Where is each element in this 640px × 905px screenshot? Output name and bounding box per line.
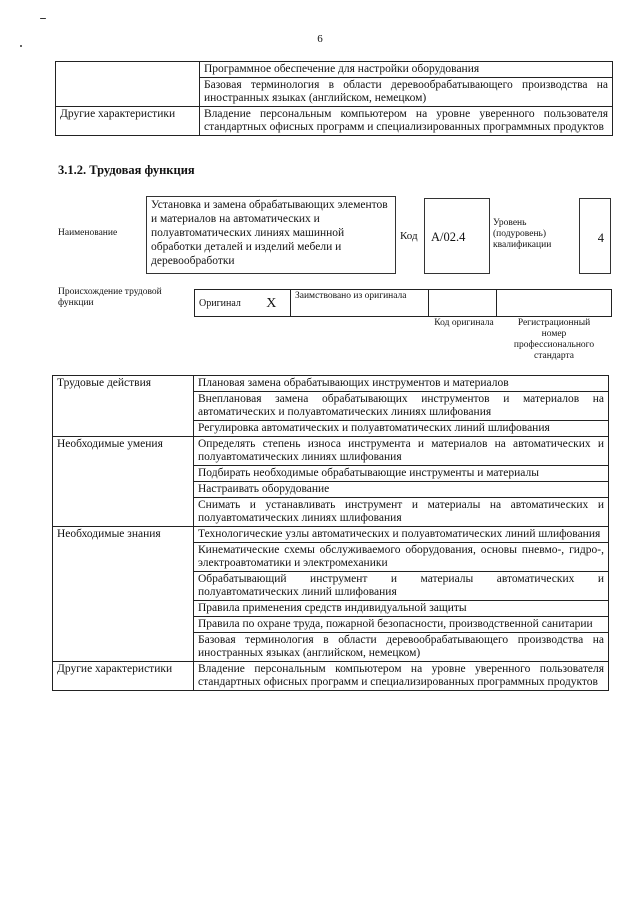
page-number: 6 bbox=[317, 33, 323, 45]
name-label: Наименование bbox=[58, 228, 118, 238]
table-row bbox=[53, 662, 609, 691]
table-cell: Технологические узлы автоматических и полуавтоматических линий шлифования bbox=[194, 527, 609, 543]
table-row bbox=[56, 107, 613, 136]
row-label: Другие характеристики bbox=[53, 662, 194, 691]
borrowed-label: Заимствовано из оригинала bbox=[291, 290, 429, 317]
level-label: Уровень (подуровень) квалификации bbox=[493, 218, 552, 250]
table-cell: Определять степень износа инструмента и материалов на автоматических и полуавтоматических линиях шлифования bbox=[194, 437, 609, 466]
code-caption: Код оригинала bbox=[434, 318, 494, 328]
row-label: Необходимые умения bbox=[53, 437, 194, 527]
table-cell: Плановая замена обрабатывающих инструментов и материалов bbox=[194, 376, 609, 392]
table-cell: Регулировка автоматических и полуавтоматических линий шлифования bbox=[194, 421, 609, 437]
name-value: Установка и замена обрабатывающих элементов и материалов на автоматических и полуавтоматических линиях машинной обработки деталей и изделий мебели и деревообработки bbox=[146, 196, 396, 274]
level-value: 4 bbox=[597, 231, 604, 245]
original-label: Оригинал bbox=[195, 290, 253, 317]
main-table bbox=[52, 375, 609, 691]
top-table bbox=[55, 61, 613, 136]
table-cell: Базовая терминология в области деревообрабатывающего производства на иностранных языках (английском, немецком) bbox=[194, 633, 609, 662]
table-row bbox=[53, 437, 609, 466]
table-cell: Внеплановая замена обрабатывающих инструментов и материалов на автоматических и полуавтоматических линиях шлифования bbox=[194, 392, 609, 421]
table-cell: Снимать и устанавливать инструмент и материалы на автоматических и полуавтоматических линиях шлифования bbox=[194, 498, 609, 527]
code-label: Код bbox=[400, 230, 418, 242]
table-cell: Владение персональным компьютером на уровне уверенного пользователя стандартных офисных программ и специализированных программных продуктов bbox=[194, 662, 609, 691]
code-value: A/02.4 bbox=[431, 230, 466, 244]
table-cell: Правила применения средств индивидуальной защиты bbox=[194, 601, 609, 617]
table-cell: Базовая терминология в области деревообрабатывающего производства на иностранных языках (английском, немецком) bbox=[200, 78, 613, 107]
table-cell: Подбирать необходимые обрабатывающие инструменты и материалы bbox=[194, 466, 609, 482]
code-box bbox=[424, 198, 490, 274]
table-cell: Правила по охране труда, пожарной безопасности, производственной санитарии bbox=[194, 617, 609, 633]
reg-number-cell bbox=[497, 290, 612, 317]
row-label: Необходимые знания bbox=[53, 527, 194, 662]
original-mark: X bbox=[253, 290, 291, 317]
table-cell: Настраивать оборудование bbox=[194, 482, 609, 498]
table-row bbox=[53, 527, 609, 543]
table-cell: Обрабатывающий инструмент и материалы автоматических и полуавтоматических линий шлифования bbox=[194, 572, 609, 601]
table-cell: Кинематические схемы обслуживаемого оборудования, основы пневмо-, гидро-, электроавтоматики и электромеханики bbox=[194, 543, 609, 572]
row-label bbox=[56, 62, 200, 107]
table-cell: Программное обеспечение для настройки оборудования bbox=[200, 62, 613, 78]
reg-caption: Регистрационный номер профессионального стандарта bbox=[513, 318, 595, 361]
code-original-cell bbox=[429, 290, 497, 317]
row-label: Другие характеристики bbox=[56, 107, 200, 136]
origin-table bbox=[194, 289, 612, 317]
section-title: 3.1.2. Трудовая функция bbox=[58, 163, 195, 177]
level-box bbox=[579, 198, 611, 274]
table-cell: Владение персональным компьютером на уровне уверенного пользователя стандартных офисных программ и специализированных программных продуктов bbox=[200, 107, 613, 136]
row-label: Трудовые действия bbox=[53, 376, 194, 437]
table-row bbox=[53, 376, 609, 392]
origin-label: Происхождение трудовой функции bbox=[58, 287, 162, 308]
table-row bbox=[56, 62, 613, 78]
